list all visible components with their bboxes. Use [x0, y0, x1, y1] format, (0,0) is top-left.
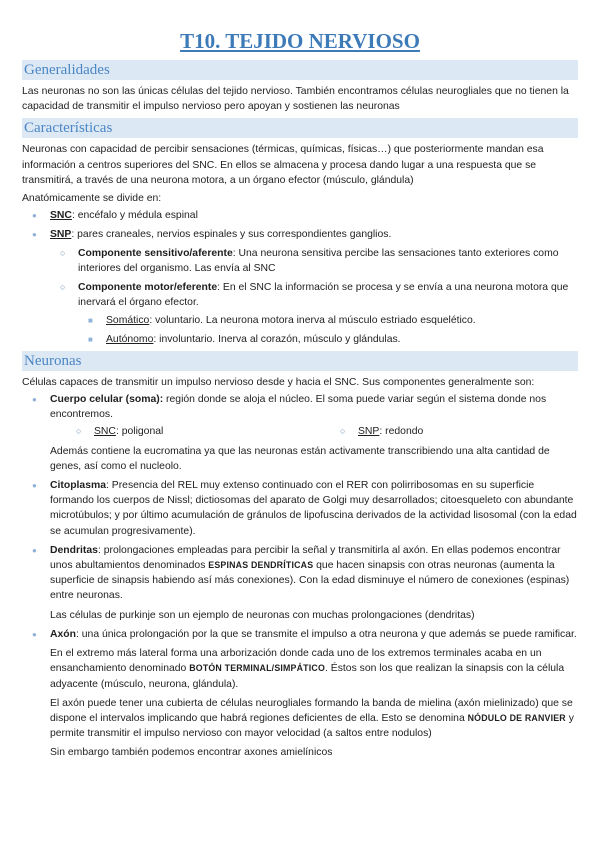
term-motor: Componente motor/eferente [78, 282, 218, 294]
motor-sublist [78, 313, 578, 346]
term-citoplasma: Citoplasma [50, 480, 107, 492]
dendritas-extra: Las células de purkinje son un ejemplo de neuronas con muchas prolongaciones (dendritas) [50, 609, 475, 621]
soma-snc [50, 424, 314, 439]
axon-p1-a: En el extremo más lateral forma una arborización donde cada uno de los extremos terminales acaba en un ensanchamiento denominado [50, 648, 542, 675]
soma-snp-desc: : redondo [379, 426, 424, 438]
desc-snc: : encéfalo y médula espinal [71, 210, 198, 222]
page-title: T10. TEJIDO NERVIOSO [180, 29, 420, 53]
soma-snp-term: SNP [358, 426, 380, 438]
term-autonomo: Autónomo [106, 333, 154, 345]
axon-paragraph-3: Sin embargo también podemos encontrar axones amielínicos [50, 747, 333, 759]
axon-paragraph-2 [50, 696, 578, 742]
term-sensitivo: Componente sensitivo/aferente [78, 247, 233, 259]
list-item-snc [22, 208, 578, 223]
highlight-ranvier: NÓDULO DE RANVIER [467, 712, 566, 723]
highlight-espinas: ESPINAS DENDRÍTICAS [208, 560, 314, 571]
neuron-components-list [22, 392, 578, 760]
section-heading-generalidades: Generalidades [22, 60, 578, 80]
desc-motor: : En el SNC la información se procesa y se envía a una neurona motora que inervará el órgano efector. [78, 282, 569, 309]
term-dendritas: Dendritas [50, 544, 98, 556]
axon-p2-a: El axón puede tener una cubierta de células neurogliales formando la banda de mielina (axón mielinizado) que se dispone el intervalos implicando que habrá regiones deficientes de ella. Esto se denomina [50, 697, 573, 724]
list-item-motor [50, 280, 578, 347]
caracteristicas-intro: Anatómicamente se divide en: [22, 193, 162, 205]
desc-somatico: : voluntario. La neurona motora inerva al músculo estriado esquelético. [149, 315, 476, 327]
neuronas-intro: Células capaces de transmitir un impulso nervioso desde y hacia el SNC. Sus componentes generalmente son: [22, 376, 535, 388]
term-snp: SNP [50, 229, 72, 241]
soma-shape-columns [50, 424, 578, 439]
list-item-sensitivo [50, 246, 578, 276]
desc-autonomo: : involuntario. Inerva al corazón, músculo y glándulas. [153, 333, 401, 345]
desc-sensitivo: : Una neurona sensitiva percibe las sensaciones tanto exteriores como interiores del organismo. Las envía al SNC [78, 247, 559, 274]
list-item-dendritas [22, 543, 578, 623]
list-item-snp [22, 227, 578, 346]
cuerpo-extra: Además contiene la eucromatina ya que las neuronas están activamente transcribiendo una alta cantidad de genes, así como el nucleolo. [50, 445, 550, 472]
axon-p2-b: y permite transmitir el impulso nervioso con mayor velocidad (a saltos entre nodulos) [50, 712, 574, 740]
desc-dendritas-a: : prolongaciones empleadas para percibir la señal y transmitirla al axón. En ellas podemos encontrar unos abultamientos denominados [50, 544, 561, 572]
section-heading-neuronas: Neuronas [22, 351, 578, 371]
term-somatico: Somático [106, 315, 150, 327]
list-item-axon [22, 627, 578, 761]
soma-snc-desc: : poligonal [115, 426, 164, 438]
axon-p1-b: . Éstos son los que realizan la sinapsis con la célula adyacente (músculo, neurona, glándula). [50, 663, 565, 690]
list-item-somatico [78, 313, 578, 328]
term-axon: Axón [50, 628, 76, 640]
division-list [22, 208, 578, 347]
list-item-cuerpo [22, 392, 578, 474]
caracteristicas-text: Neuronas con capacidad de percibir sensaciones (térmicas, químicas, físicas…) que posteriormente mandan esa información a centros superiores del SNC. En ellos se almacena y procesa dando lugar a una respuesta que se transmitirá, a través de una neurona motora, a un órgano efector (músculo, glándula) [22, 144, 544, 186]
list-item-autonomo [78, 332, 578, 347]
section-heading-caracteristicas: Características [22, 118, 578, 138]
soma-snc-term: SNC [94, 426, 116, 438]
term-snc: SNC [50, 210, 72, 222]
generalidades-text: Las neuronas no son las únicas células del tejido nervioso. También encontramos células neurogliales que no tienen la capacidad de transmitir el impulso nervioso pero apoyan y sostienen las neuronas [22, 86, 569, 113]
desc-dendritas-b: que hacen sinapsis con otras neuronas (aumenta la superficie de sinapsis habiendo así más conexiones). Con la edad disminuye el número de conexiones (espinas) entre neuronas. [50, 560, 570, 602]
term-cuerpo: Cuerpo celular (soma): [50, 394, 164, 406]
snp-sublist [50, 246, 578, 347]
axon-paragraph-1 [50, 646, 578, 692]
soma-snp [314, 424, 578, 439]
desc-citoplasma: : Presencia del REL muy extenso continuado con el RER con polirribosomas en su superficie formando los cuerpos de Nissl; dictiosomas del aparato de Golgi muy desarrollados; citoesqueleto con abundante microtúbulos; y por último acumulación de gránulos de lipofuscina derivados de la actividad lisosomal (con la edad se acumulan progresivamente). [50, 480, 577, 537]
desc-cuerpo: región donde se aloja el núcleo. El soma puede variar según el sistema donde nos encontremos. [50, 394, 547, 421]
desc-axon: : una única prolongación por la que se transmite el impulso a otra neurona y que además se puede ramificar. [75, 628, 577, 640]
desc-snp: : pares craneales, nervios espinales y sus correspondientes ganglios. [71, 229, 392, 241]
list-item-citoplasma [22, 478, 578, 539]
highlight-boton: BOTÓN TERMINAL/SIMPÁTICO [189, 663, 325, 674]
